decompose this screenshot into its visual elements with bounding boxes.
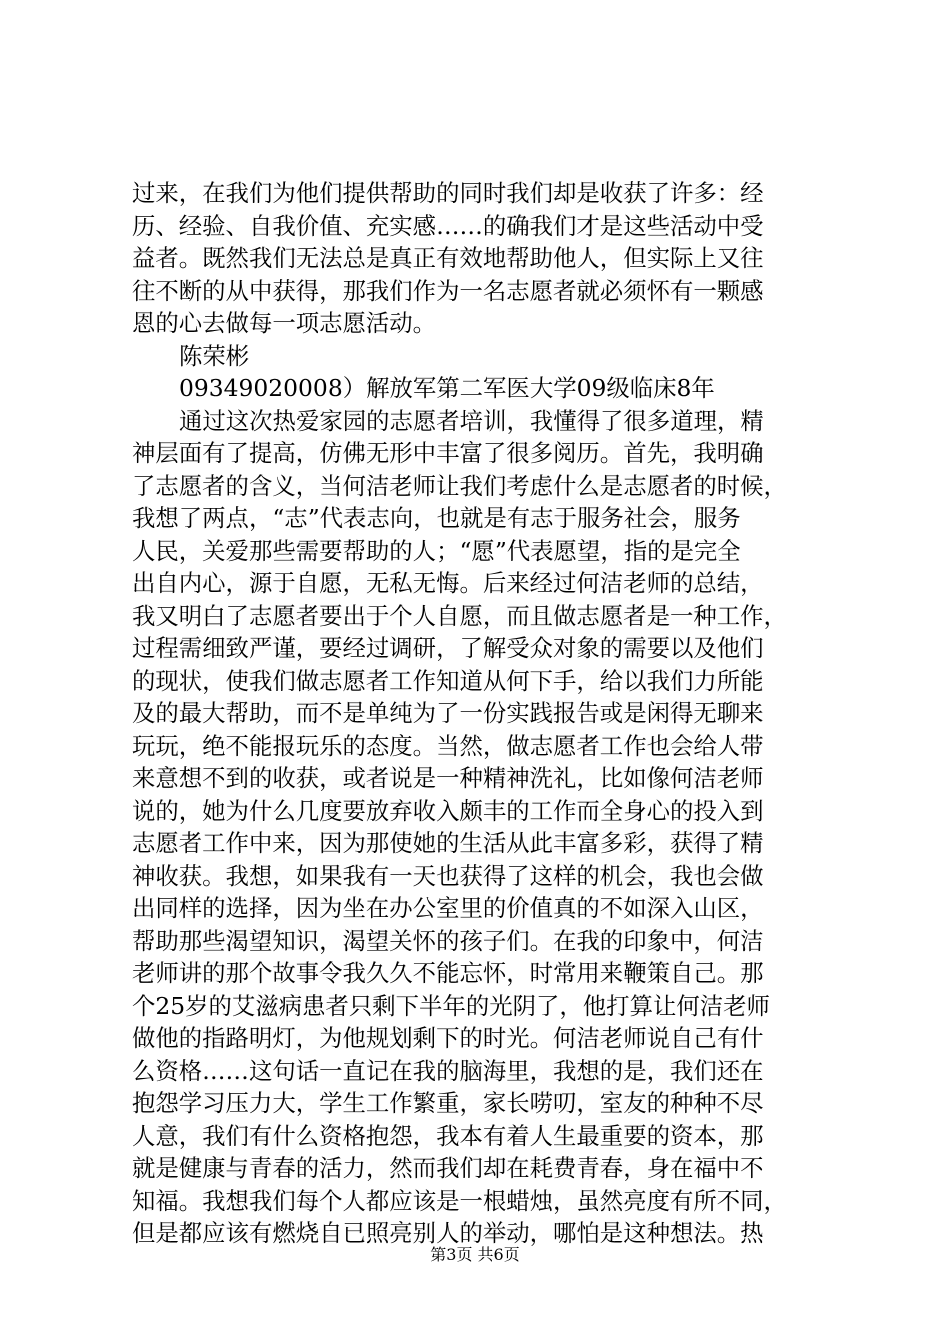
- text-line: 过来，在我们为他们提供帮助的同时我们却是收获了许多：经: [132, 179, 764, 207]
- text-line: 益者。既然我们无法总是真正有效地帮助他人，但实际上又往: [132, 244, 764, 272]
- text-line: 志愿者工作中来，因为那使她的生活从此丰富多彩，获得了精: [132, 829, 764, 857]
- text-line: 了志愿者的含义，当何洁老师让我们考虑什么是志愿者的时候，: [132, 471, 787, 500]
- text-line: 抱怨学习压力大，学生工作繁重，家长唠叨，室友的种种不尽: [132, 1089, 764, 1117]
- paragraph-essay: [132, 405, 832, 1250]
- text-line: 出同样的选择，因为坐在办公室里的价值真的不如深入山区，: [132, 894, 764, 922]
- text-line: 往不断的从中获得，那我们作为一名志愿者就必须怀有一颗感: [132, 276, 764, 305]
- text-line: 玩玩，绝不能报玩乐的态度。当然，做志愿者工作也会给人带: [132, 731, 764, 760]
- text-line: 么资格……这句话一直记在我的脑海里，我想的是，我们还在: [132, 1056, 764, 1085]
- page-number-footer: 第3页 共6页: [430, 1245, 520, 1264]
- text-line: 出自内心，源于自愿，无私无悔。后来经过何洁老师的总结，: [132, 569, 764, 597]
- text-line: 的现状，使我们做志愿者工作知道从何下手，给以我们力所能: [132, 666, 764, 695]
- text-line: 神层面有了提高，仿佛无形中丰富了很多阅历。首先，我明确: [132, 439, 764, 467]
- text-line: 人民，关爱那些需要帮助的人；“愿”代表愿望，指的是完全: [132, 536, 741, 565]
- text-line: 及的最大帮助，而不是单纯为了一份实践报告或是闲得无聊来: [132, 699, 764, 727]
- text-line: 老师讲的那个故事令我久久不能忘怀，时常用来鞭策自己。那: [132, 959, 764, 987]
- text-line: 神收获。我想，如果我有一天也获得了这样的机会，我也会做: [132, 861, 764, 890]
- text-line: 我又明白了志愿者要出于个人自愿，而且做志愿者是一种工作，: [132, 601, 787, 630]
- text-line: 帮助那些渴望知识，渴望关怀的孩子们。在我的印象中，何洁: [132, 926, 764, 955]
- text-line: 说的，她为什么几度要放弃收入颇丰的工作而全身心的投入到: [132, 796, 764, 825]
- text-line: 但是都应该有燃烧自已照亮别人的举动，哪怕是这种想法。热: [132, 1219, 764, 1247]
- text-line: 人意，我们有什么资格抱怨，我本有着人生最重要的资本，那: [132, 1121, 764, 1150]
- document-body: [132, 177, 832, 1250]
- text-line: 就是健康与青春的活力，然而我们却在耗费青春，身在福中不: [132, 1154, 764, 1182]
- text-line: 恩的心去做每一项志愿活动。: [132, 309, 437, 337]
- paragraph-continuation: [132, 177, 832, 340]
- text-line: 来意想不到的收获，或者说是一种精神洗礼，比如像何洁老师: [132, 764, 764, 792]
- text-line: 历、经验、自我价值、充实感……的确我们才是这些活动中受: [132, 211, 764, 240]
- text-line: 个25岁的艾滋病患者只剩下半年的光阴了，他打算让何洁老师: [132, 991, 770, 1020]
- text-line: 知福。我想我们每个人都应该是一根蜡烛，虽然亮度有所不同，: [132, 1186, 787, 1215]
- text-line-first: 通过这次热爱家园的志愿者培训，我懂得了很多道理，精: [179, 406, 764, 435]
- text-line: 我想了两点，“志”代表志向，也就是有志于服务社会，服务: [132, 504, 741, 532]
- text-line: 做他的指路明灯，为他规划剩下的时光。何洁老师说自己有什: [132, 1024, 764, 1052]
- text-line: 过程需细致严谨，要经过调研，了解受众对象的需要以及他们: [132, 634, 764, 662]
- author-name: 陈荣彬: [179, 341, 250, 370]
- author-info: 09349020008）解放军第二军医大学09级临床8年: [179, 374, 715, 402]
